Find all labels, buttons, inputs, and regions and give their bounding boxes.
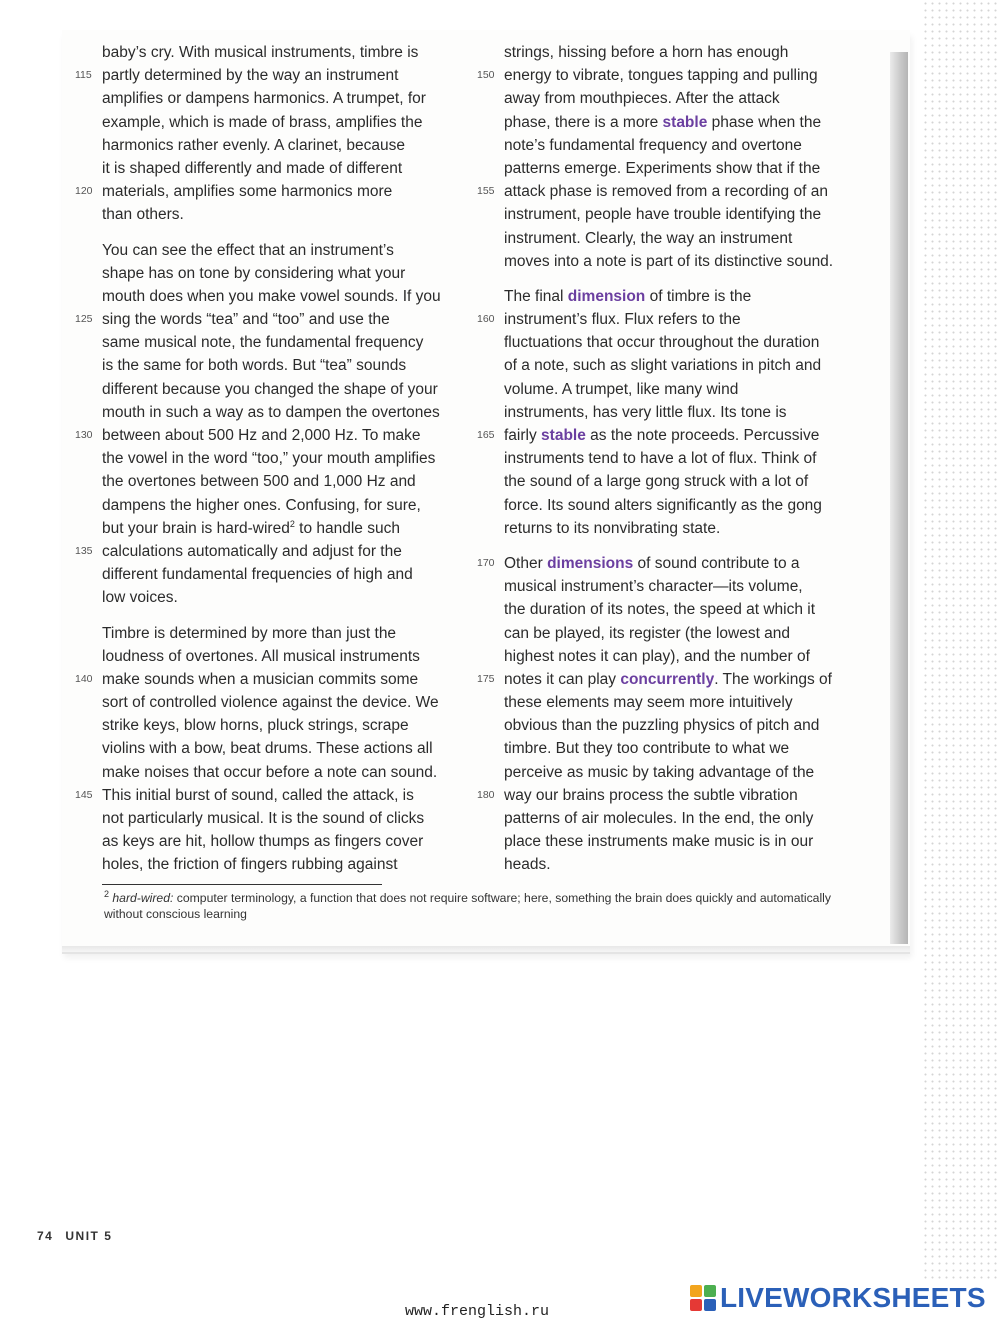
- text-line: [462, 250, 882, 273]
- line-number: 120: [75, 185, 93, 198]
- logo-square-v: [690, 1299, 702, 1311]
- text-segment: the vowel in the word “too,” your mouth amplifies: [102, 450, 436, 468]
- text-segment: highest notes it can play), and the number of: [504, 647, 810, 665]
- text-segment: instrument, people have trouble identifying the: [504, 206, 822, 224]
- text-line: [60, 494, 480, 517]
- text-segment: as the note proceeds. Percussive: [585, 427, 820, 444]
- text-line: [462, 714, 882, 737]
- text-line: [60, 563, 480, 586]
- text-line: [60, 761, 480, 784]
- text-line: [462, 401, 882, 424]
- text-segment: these elements may seem more intuitively: [504, 694, 793, 712]
- text-line: [60, 401, 480, 424]
- text-segment: the duration of its notes, the speed at which it: [504, 601, 816, 619]
- text-segment: instruments, has very little flux. Its tone is: [504, 403, 787, 421]
- text-line: [462, 331, 882, 354]
- paragraph: [462, 285, 882, 540]
- text-segment: violins with a bow, beat drums. These actions all: [102, 740, 433, 758]
- text-segment: than others.: [102, 206, 184, 224]
- text-line: [462, 517, 882, 540]
- text-line: [60, 180, 480, 203]
- text-line: [462, 111, 882, 134]
- text-line: [462, 285, 882, 308]
- text-line: [462, 598, 882, 621]
- text-segment: not particularly musical. It is the sound of clicks: [102, 810, 425, 827]
- text-segment: phase, there is a more: [504, 113, 663, 131]
- page-footer: [37, 1229, 112, 1243]
- text-segment: heads.: [504, 856, 551, 874]
- text-line: [60, 424, 480, 447]
- text-line: [60, 87, 480, 110]
- text-line: [462, 157, 882, 180]
- footnote-reference: 2: [289, 518, 295, 529]
- text-line: [60, 784, 480, 807]
- text-segment: The final: [504, 287, 568, 305]
- text-line: [462, 424, 882, 447]
- line-number: 155: [477, 185, 495, 198]
- text-segment: instruments tend to have a lot of flux. Think of: [504, 450, 817, 468]
- footnote-mark: 2: [104, 888, 110, 899]
- text-segment: harmonics rather evenly. A clarinet, because: [102, 136, 405, 154]
- text-line: [60, 622, 480, 645]
- text-line: [60, 111, 480, 134]
- text-segment: same musical note, the fundamental frequency: [102, 334, 424, 352]
- text-line: [462, 575, 882, 598]
- text-line: [60, 378, 480, 401]
- vocabulary-word: dimension: [567, 287, 646, 305]
- vocabulary-word: stable: [662, 113, 708, 131]
- text-segment: away from mouthpieces. After the attack: [504, 90, 780, 108]
- logo-square-i: [704, 1285, 716, 1297]
- text-segment: attack phase is removed from a recording of an: [504, 183, 828, 201]
- paragraph: [462, 552, 882, 877]
- logo-square-e: [704, 1299, 716, 1311]
- text-segment: can be played, its register (the lowest and: [504, 624, 791, 642]
- text-segment: Timbre is determined by more than just the: [102, 624, 397, 642]
- text-segment: You can see the effect that an instrument’s: [102, 241, 394, 259]
- text-segment: instrument’s flux. Flux refers to the: [504, 311, 741, 329]
- text-line: [462, 180, 882, 203]
- text-segment: perceive as music by taking advantage of the: [504, 763, 815, 781]
- text-line: [462, 134, 882, 157]
- text-segment: calculations automatically and adjust for the: [102, 542, 402, 560]
- line-number: 145: [75, 788, 93, 801]
- footnote-rule: [102, 884, 382, 885]
- text-segment: partly determined by the way an instrument: [102, 67, 399, 85]
- line-number: 180: [477, 788, 495, 801]
- text-line: [60, 668, 480, 691]
- text-segment: between about 500 Hz and 2,000 Hz. To make: [102, 427, 421, 444]
- text-segment: of sound contribute to a: [633, 554, 800, 572]
- text-segment: moves into a note is part of its distinctive sound.: [504, 252, 834, 270]
- text-line: [462, 853, 882, 876]
- text-segment: different because you changed the shape of your: [102, 380, 438, 398]
- text-segment: the overtones between 500 and 1,000 Hz and: [102, 473, 416, 491]
- text-line: [60, 807, 480, 830]
- liveworksheets-brand[interactable]: [690, 1282, 986, 1314]
- text-segment: energy to vibrate, tongues tapping and pulling: [504, 67, 818, 85]
- text-line: [60, 645, 480, 668]
- page-number: 74: [37, 1229, 54, 1243]
- text-segment: but your brain is hard-wired: [102, 519, 290, 537]
- line-number: 125: [75, 313, 93, 326]
- paragraph: [60, 41, 480, 227]
- text-line: [462, 830, 882, 853]
- text-line: [462, 470, 882, 493]
- text-line: [60, 830, 480, 853]
- text-line: [60, 540, 480, 563]
- text-segment: make sounds when a musician commits some: [102, 670, 419, 688]
- vocabulary-word: stable: [541, 427, 586, 444]
- line-number: 130: [75, 429, 93, 441]
- text-segment: holes, the friction of fingers rubbing against: [102, 856, 398, 874]
- text-segment: obvious than the puzzling physics of pitch and: [504, 717, 820, 735]
- vocabulary-word: concurrently: [620, 670, 715, 688]
- text-line: [462, 691, 882, 714]
- text-segment: mouth does when you make vowel sounds. If you: [102, 287, 441, 305]
- text-segment: different fundamental frequencies of high and: [102, 566, 413, 584]
- left-text-column: [60, 41, 480, 889]
- logo-square-l: [690, 1285, 702, 1297]
- text-segment: fluctuations that occur throughout the duration: [504, 334, 820, 352]
- site-url[interactable]: www.frenglish.ru: [405, 1303, 550, 1320]
- text-segment: Other: [504, 554, 548, 572]
- text-line: [462, 622, 882, 645]
- line-number: 160: [477, 313, 495, 326]
- text-line: [60, 853, 480, 876]
- text-segment: patterns emerge. Experiments show that if the: [504, 159, 821, 177]
- text-line: [462, 807, 882, 830]
- footnote-term: hard-wired:: [112, 891, 174, 905]
- line-number: 135: [75, 544, 93, 557]
- text-segment: force. Its sound alters significantly as the gong: [504, 496, 822, 514]
- brand-name: LIVEWORKSHEETS: [720, 1282, 986, 1313]
- text-line: [60, 203, 480, 226]
- text-segment: low voices.: [102, 589, 178, 607]
- text-line: [60, 41, 480, 64]
- text-line: [60, 586, 480, 609]
- text-segment: instrument. Clearly, the way an instrument: [504, 229, 793, 247]
- line-number: 150: [477, 69, 495, 82]
- line-number: 170: [477, 556, 495, 569]
- text-segment: phase when the: [707, 113, 822, 131]
- text-segment: sing the words “tea” and “too” and use the: [102, 311, 390, 329]
- line-number: 175: [477, 672, 495, 685]
- text-segment: strings, hissing before a horn has enough: [504, 44, 789, 61]
- text-segment: dampens the higher ones. Confusing, for sure,: [102, 496, 421, 514]
- paragraph: [60, 622, 480, 877]
- footnote-text: computer terminology, a function that does not require software; here, something the brain does quickly and automatically without conscious learning: [104, 891, 831, 921]
- text-segment: timbre. But they too contribute to what we: [504, 740, 790, 758]
- text-segment: returns to its nonvibrating state.: [504, 519, 721, 537]
- text-line: [60, 354, 480, 377]
- text-line: [462, 41, 882, 64]
- text-line: [60, 517, 480, 540]
- text-line: [60, 64, 480, 87]
- text-segment: of timbre is the: [645, 287, 752, 305]
- text-line: [60, 691, 480, 714]
- text-segment: notes it can play: [504, 670, 621, 688]
- text-segment: it is shaped differently and made of different: [102, 159, 403, 177]
- liveworksheets-logo-icon: [690, 1285, 716, 1311]
- text-line: [60, 285, 480, 308]
- text-segment: as keys are hit, hollow thumps as fingers cover: [102, 833, 424, 851]
- text-line: [462, 378, 882, 401]
- text-segment: of a note, such as slight variations in pitch and: [504, 357, 822, 375]
- text-line: [60, 737, 480, 760]
- text-segment: make noises that occur before a note can sound.: [102, 763, 438, 781]
- footnote: [104, 890, 864, 922]
- text-segment: musical instrument’s character—its volume,: [504, 578, 803, 596]
- text-segment: volume. A trumpet, like many wind: [504, 380, 739, 398]
- page-edge-shadow: [890, 52, 908, 944]
- text-segment: strike keys, blow horns, pluck strings, scrape: [102, 717, 409, 735]
- text-segment: place these instruments make music is in our: [504, 833, 814, 851]
- text-line: [60, 157, 480, 180]
- text-line: [462, 645, 882, 668]
- text-line: [462, 737, 882, 760]
- text-segment: is the same for both words. But “tea” sounds: [102, 357, 407, 375]
- text-line: [462, 447, 882, 470]
- line-number: 140: [75, 672, 93, 685]
- text-line: [462, 354, 882, 377]
- text-line: [462, 552, 882, 575]
- text-segment: amplifies or dampens harmonics. A trumpet, for: [102, 90, 426, 108]
- text-segment: example, which is made of brass, amplifies the: [102, 113, 423, 131]
- text-segment: to handle such: [294, 519, 400, 537]
- text-line: [462, 784, 882, 807]
- text-segment: the sound of a large gong struck with a lot of: [504, 473, 809, 491]
- dot-pattern-strip: [922, 0, 1000, 1280]
- text-segment: patterns of air molecules. In the end, the only: [504, 810, 814, 827]
- text-line: [60, 134, 480, 157]
- text-segment: shape has on tone by considering what your: [102, 264, 406, 282]
- text-line: [462, 668, 882, 691]
- text-line: [60, 714, 480, 737]
- text-line: [60, 470, 480, 493]
- paragraph: [60, 239, 480, 610]
- text-line: [462, 227, 882, 250]
- paragraph: [462, 41, 882, 273]
- text-segment: mouth in such a way as to dampen the overtones: [102, 403, 440, 421]
- right-text-column: [462, 41, 882, 889]
- text-segment: way our brains process the subtle vibration: [504, 786, 798, 804]
- text-line: [60, 308, 480, 331]
- unit-label: UNIT 5: [65, 1229, 113, 1243]
- text-segment: sort of controlled violence against the device. We: [102, 694, 439, 712]
- line-number: 165: [477, 429, 495, 441]
- text-line: [60, 262, 480, 285]
- text-segment: . The workings of: [714, 670, 832, 688]
- vocabulary-word: dimensions: [547, 554, 634, 572]
- text-segment: This initial burst of sound, called the attack, is: [102, 786, 414, 804]
- text-line: [462, 761, 882, 784]
- text-segment: materials, amplifies some harmonics more: [102, 183, 393, 201]
- text-segment: loudness of overtones. All musical instruments: [102, 647, 420, 665]
- text-line: [462, 203, 882, 226]
- text-segment: baby’s cry. With musical instruments, timbre is: [102, 44, 419, 61]
- line-number: 115: [75, 69, 92, 82]
- text-line: [462, 87, 882, 110]
- text-line: [60, 239, 480, 262]
- text-segment: note’s fundamental frequency and overtone: [504, 136, 802, 154]
- text-line: [60, 447, 480, 470]
- text-line: [462, 494, 882, 517]
- text-line: [462, 308, 882, 331]
- text-line: [462, 64, 882, 87]
- text-segment: fairly: [504, 427, 542, 444]
- text-line: [60, 331, 480, 354]
